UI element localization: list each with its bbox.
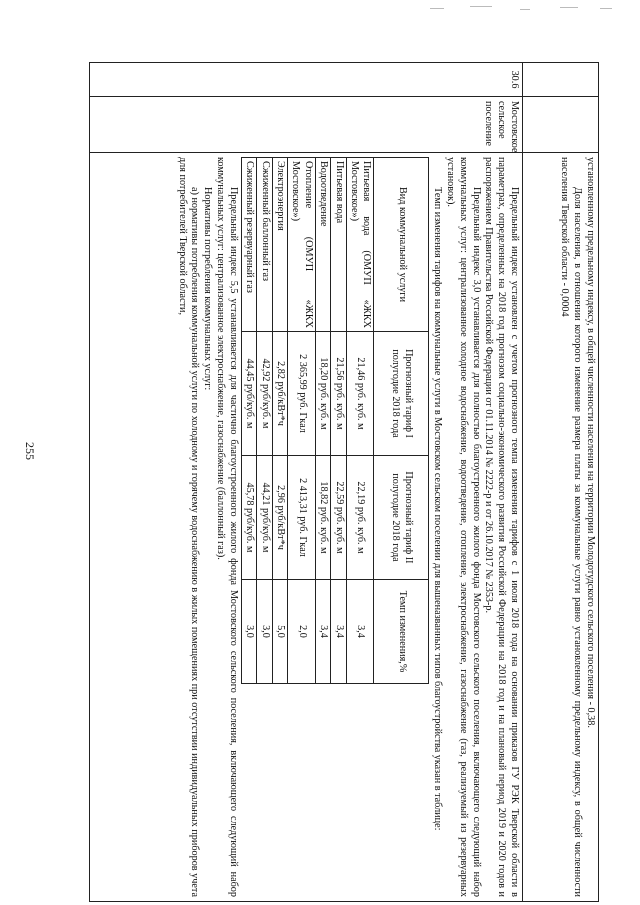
table-row	[331, 158, 346, 684]
service-cell: Питьевая вода	[331, 158, 346, 332]
paragraph: Доля населения, в отношении которого изменение размера платы за коммунальные услуги равно установленному предельному индексу, в общей численности населения Тверской области - 0,0004	[559, 157, 584, 897]
table-row	[272, 158, 287, 684]
service-cell: Питьевая вода (ОМУП «ЖКХ Мостовское»)	[346, 158, 374, 332]
tariff-h1-cell: 2 365,99 руб. Гкал	[287, 332, 315, 456]
row-mostovskoe	[90, 63, 523, 902]
rate-cell: 3,4	[346, 580, 374, 684]
paragraph: Предельный индекс 3,0 устанавливается для полностью благоустроенного жилого фонда Мостовского сельского поселения, включающего следующий набор коммунальных услуг: централизованное холодное водоснабжение, водоотведение, отопление, электроснабжение, газоснабжение (газ, реализуемый из резервуарных установок).	[445, 157, 482, 897]
paragraph: Предельный индекс установлен с учетом прогнозного темпа изменения тарифов с 1 июля 2018 года на основании приказов ГУ РЭК Тверской области в параметрах, определенных на 2018 год прогнозом социально-экономического развития Российской Федерации на 2018 год и на плановый период 2019 и 2020 годов и распоряжением Правительства Российской Федерации от 01.11.2014 № 2222-р и от 26.10.2017 № 2353-р.	[483, 157, 520, 897]
service-cell: Отопление (ОМУП «ЖКХ Мостовское»)	[287, 158, 315, 332]
header-tariff-h2: Прогнозный тариф II полугодие 2018 года	[374, 456, 429, 580]
table-row	[315, 158, 330, 684]
prev-row-name-cell	[523, 97, 599, 153]
tariff-h1-cell: 42,92 руб/куб. м	[257, 332, 272, 456]
service-cell: Сжиженный баллонный газ	[257, 158, 272, 332]
tariff-h2-cell: 45,78 руб/куб. м	[241, 456, 256, 580]
paragraph: Предельный индекс 5,5 устанавливается для частично благоустроенного жилого фонда Мостовского сельского поселения, включающего следующий набор коммунальных услуг: централизованное электроснабжение, газоснабжение (баллонный газ).	[214, 157, 239, 897]
tariff-h2-cell: 44,21 руб/куб. м	[257, 456, 272, 580]
rate-cell: 3,0	[241, 580, 256, 684]
prev-row-number-cell	[523, 63, 599, 97]
service-cell: Электроэнергия	[272, 158, 287, 332]
paragraph: установленному предельному индексу, в общей численности населения на территории Молодотудского сельского поселения - 0,38.	[585, 157, 596, 728]
row-text-cell	[90, 153, 523, 902]
rate-cell: 2,0	[287, 580, 315, 684]
prev-row-text-cell	[523, 153, 599, 902]
tariff-h1-cell: 18,20 руб. куб. м	[315, 332, 330, 456]
service-cell: Водоотведение	[315, 158, 330, 332]
rate-cell: 3,0	[257, 580, 272, 684]
paragraph: а) нормативы потребления коммунальной услуги по холодному и горячему водоснабжению в жилых помещениях при отсутствии индивидуальных приборов учета для потребителей Тверской области,	[176, 157, 201, 897]
tariff-h2-cell: 18,82 руб. куб. м	[315, 456, 330, 580]
page-number: 255	[23, 442, 37, 460]
table-row	[287, 158, 315, 684]
header-rate: Темп изменения,%	[374, 580, 429, 684]
tariff-table-header	[374, 158, 429, 684]
header-service: Вид коммунальной услуги	[374, 158, 429, 332]
previous-row	[523, 63, 599, 902]
table-row	[257, 158, 272, 684]
row-number: 30.6	[90, 63, 523, 97]
rate-cell: 3,4	[315, 580, 330, 684]
tariff-h1-cell: 21,46 руб. куб. м	[346, 332, 374, 456]
rate-cell: 3,4	[331, 580, 346, 684]
scan-artifacts	[0, 0, 640, 20]
document-table	[89, 62, 599, 902]
document-page	[89, 62, 599, 902]
tariff-table	[241, 157, 430, 684]
settlement-name: Мостовское сельское поселение	[90, 97, 523, 153]
tariff-h2-cell: 2 413,31 руб. Гкал	[287, 456, 315, 580]
tariff-h1-cell: 44,45 руб/куб. м	[241, 332, 256, 456]
table-row	[241, 158, 256, 684]
paragraph: Темп изменения тарифов на коммунальные услуги в Мостовском сельском поселении для вышеназванных типов благоустройства указан в таблице:	[432, 187, 444, 831]
table-row	[346, 158, 374, 684]
tariff-h1-cell: 21,56 руб. куб. м	[331, 332, 346, 456]
tariff-h2-cell: 2,96 руб/кВт*ч	[272, 456, 287, 580]
rate-cell: 5,0	[272, 580, 287, 684]
service-cell: Сжиженный резервуарный газ	[241, 158, 256, 332]
tariff-h2-cell: 22,19 руб. куб. м	[346, 456, 374, 580]
tariff-h1-cell: 2,82 руб/кВт*ч	[272, 332, 287, 456]
tariff-h2-cell: 22,59 руб. куб. м	[331, 456, 346, 580]
paragraph: Нормативы потребления коммунальных услуг:	[202, 187, 214, 391]
header-tariff-h1: Прогнозный тариф I полугодие 2018 года	[374, 332, 429, 456]
